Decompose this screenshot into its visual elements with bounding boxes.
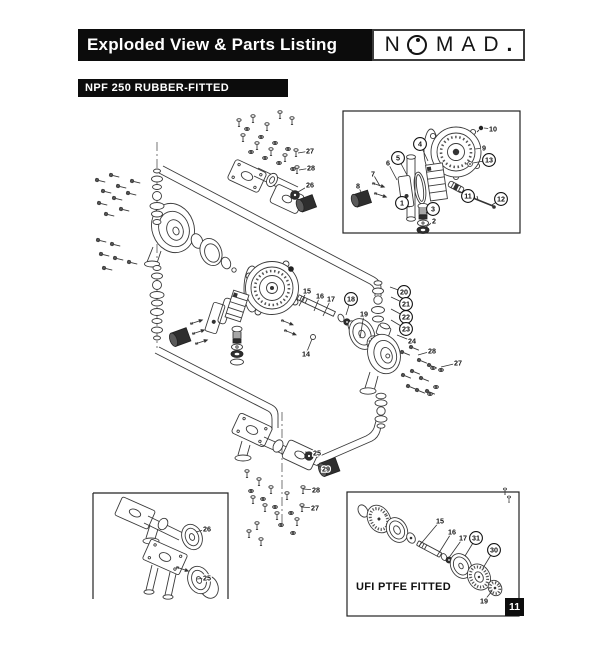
callout-5 — [392, 152, 407, 175]
svg-text:3: 3 — [431, 204, 435, 214]
callout-18 — [345, 293, 358, 315]
svg-text:6: 6 — [386, 158, 390, 168]
callout-28 — [303, 486, 320, 495]
callout-27 — [441, 359, 462, 368]
svg-text:27: 27 — [454, 358, 462, 368]
svg-text:16: 16 — [448, 527, 456, 537]
svg-text:4: 4 — [418, 139, 422, 149]
air-valve-assembly — [168, 290, 249, 365]
svg-text:28: 28 — [312, 485, 320, 495]
callout-24 — [397, 335, 416, 346]
svg-text:5: 5 — [396, 153, 400, 163]
manifold-connecting-tubes — [155, 163, 381, 465]
callout-29 — [313, 464, 330, 474]
svg-text:25: 25 — [313, 448, 321, 458]
callout-15 — [419, 517, 444, 546]
callout-22 — [391, 309, 412, 323]
svg-text:2: 2 — [432, 216, 436, 226]
callout-14 — [302, 339, 312, 359]
svg-text:31: 31 — [472, 533, 480, 543]
svg-text:29: 29 — [322, 464, 330, 474]
svg-text:23: 23 — [402, 324, 410, 334]
svg-text:26: 26 — [306, 180, 314, 190]
callout-19 — [480, 591, 492, 606]
svg-text:25: 25 — [203, 573, 211, 583]
callout-10 — [484, 125, 497, 134]
svg-text:1: 1 — [400, 198, 404, 208]
svg-text:9: 9 — [482, 143, 486, 153]
center-section-air-motor — [244, 261, 299, 315]
callout-26 — [298, 181, 314, 192]
svg-text:26: 26 — [203, 524, 211, 534]
svg-text:17: 17 — [327, 294, 335, 304]
svg-text:28: 28 — [307, 163, 315, 173]
flange-options-inset-art — [114, 497, 221, 601]
svg-text:7: 7 — [371, 169, 375, 179]
callout-31 — [465, 532, 482, 556]
svg-text:30: 30 — [490, 545, 498, 555]
svg-text:15: 15 — [303, 286, 311, 296]
svg-text:24: 24 — [408, 336, 416, 346]
svg-text:21: 21 — [402, 299, 410, 309]
svg-text:17: 17 — [459, 533, 467, 543]
callout-8 — [356, 182, 361, 192]
svg-text:27: 27 — [311, 503, 319, 513]
logo-letter-n: N — [384, 33, 400, 56]
svg-text:20: 20 — [400, 287, 408, 297]
page-title: Exploded View & Parts Listing — [87, 35, 338, 54]
svg-text:27: 27 — [306, 146, 314, 156]
svg-text:22: 22 — [402, 312, 410, 322]
bolt-dot — [288, 266, 294, 272]
svg-text:28: 28 — [428, 346, 436, 356]
right-chamber-assembly — [360, 281, 405, 428]
callout-12 — [492, 193, 507, 206]
callout-21 — [391, 297, 412, 310]
right-hardware-bolts — [400, 345, 443, 396]
svg-text:15: 15 — [436, 516, 444, 526]
svg-text:19: 19 — [360, 309, 368, 319]
callout-27 — [298, 147, 314, 156]
svg-text:16: 16 — [316, 291, 324, 301]
svg-text:19: 19 — [480, 596, 488, 606]
svg-text:8: 8 — [356, 181, 360, 191]
callout-3 — [426, 203, 439, 216]
svg-text:11: 11 — [464, 191, 472, 201]
model-label: NPF 250 RUBBER-FITTED — [78, 79, 288, 97]
top-manifold-assembly — [227, 159, 317, 215]
svg-text:12: 12 — [497, 194, 505, 204]
svg-text:18: 18 — [347, 294, 355, 304]
callout-20 — [390, 286, 410, 299]
callout-28 — [299, 164, 315, 173]
callout-30 — [483, 544, 500, 568]
page-number: 11 — [505, 598, 524, 616]
svg-text:10: 10 — [489, 124, 497, 134]
callout-28 — [418, 347, 436, 356]
logo-letters-mad: MAD — [435, 33, 507, 56]
ufi-ptfe-label: UFI PTFE FITTED — [356, 581, 451, 593]
svg-text:13: 13 — [485, 155, 493, 165]
logo-dot: . — [506, 33, 513, 56]
svg-text:14: 14 — [302, 349, 310, 359]
left-hardware-bolts — [95, 173, 141, 272]
